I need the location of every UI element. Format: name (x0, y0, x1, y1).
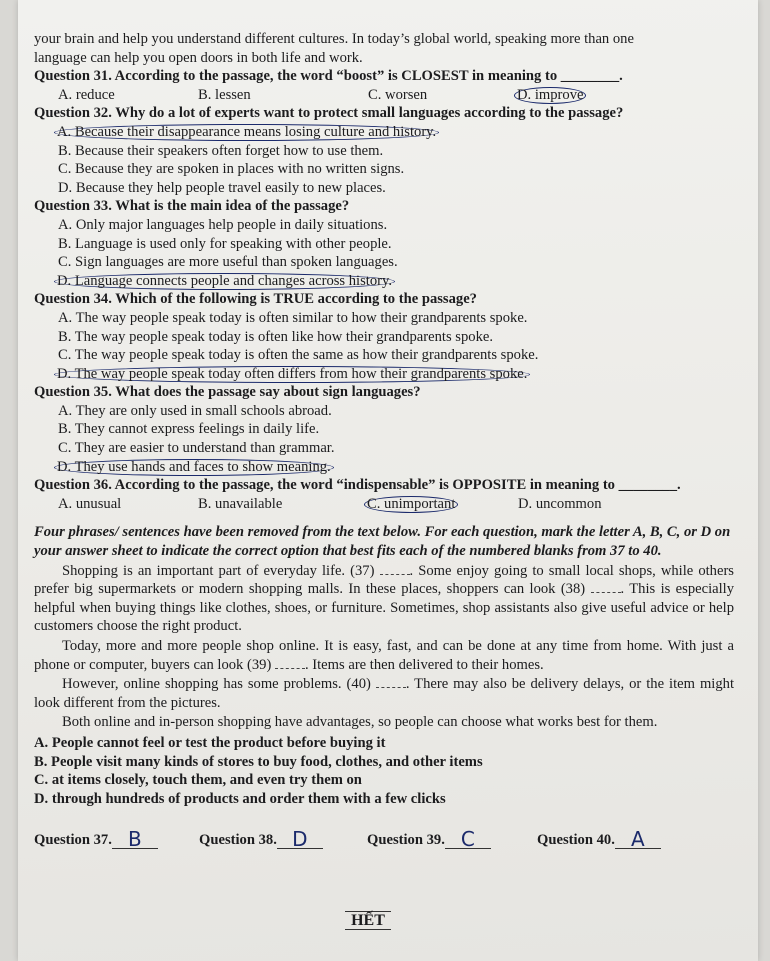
fill-option-3[interactable]: D. through hundreds of products and order them with a few clicks (34, 790, 446, 807)
question-stem-q32: Question 32. Why do a lot of experts want to protect small languages according to the passage? (34, 105, 624, 122)
footer-end-mark (18, 912, 718, 930)
option-q34-1[interactable] (34, 328, 734, 347)
cloze-blank (591, 581, 621, 593)
answer-label: Question 39. (367, 831, 445, 848)
option-text: C. The way people speak today is often the same as how their grandparents spoke. (58, 347, 539, 364)
option-text: B. Language is used only for speaking with other people. (58, 235, 392, 252)
option-text: A. The way people speak today is often similar to how their grandparents spoke. (58, 309, 528, 326)
option-text: C. Because they are spoken in places with no written signs. (58, 161, 405, 178)
passage-paragraph-3 (34, 675, 734, 712)
passage-text: . This is especially helpful when buying things like clothes, shoes, or furniture. Sometimes, shop assistants also give useful advice or help customers choose the right product. (34, 581, 735, 635)
passage-paragraph-1 (34, 562, 734, 636)
passage-paragraph-4 (34, 713, 734, 732)
option-q34-2[interactable] (34, 346, 734, 365)
cloze-blank (376, 676, 406, 688)
option-text: D. The way people speak today often differs from how their grandparents spoke. (54, 366, 530, 383)
option-q33-3[interactable] (34, 272, 734, 291)
cloze-blank (275, 657, 305, 669)
option-q31-1[interactable] (198, 86, 368, 105)
option-text: A. Because their disappearance means losing culture and history. (54, 124, 439, 141)
option-text: A. Only major languages help people in daily situations. (58, 216, 388, 233)
option-text: B. Because their speakers often forget how to use them. (58, 142, 384, 159)
option-q35-0[interactable] (34, 402, 734, 421)
cloze-passage (34, 562, 734, 732)
handwritten-answer: C (445, 830, 491, 849)
option-text: D. Because they help people travel easily to new places. (58, 179, 386, 196)
option-text: B. They cannot express feelings in daily life. (58, 421, 320, 438)
fill-option-0[interactable]: A. People cannot feel or test the product before buying it (34, 734, 386, 751)
option-text: B. lessen (198, 86, 251, 103)
option-text: B. The way people speak today is often like how their grandparents spoke. (58, 328, 493, 345)
cloze-blank (380, 563, 410, 575)
option-q33-1[interactable] (34, 235, 734, 254)
option-q36-1[interactable] (198, 495, 368, 514)
option-text: C. They are easier to understand than grammar. (58, 440, 335, 457)
cloze-instruction: Four phrases/ sentences have been removed from the text below. For each question, mark the letter A, B, C, or D on your answer sheet to indicate the correct option that best fits each of the numbered blanks from 37 to 40. (34, 524, 731, 560)
exam-sheet (18, 0, 758, 961)
option-text: A. reduce (58, 86, 115, 103)
option-q35-2[interactable] (34, 439, 734, 458)
option-q32-1[interactable] (34, 142, 734, 161)
footer-end-text: HẾT (345, 911, 391, 930)
option-q36-0[interactable] (58, 495, 198, 514)
passage-text: . Some enjoy going to small local shops, while others prefer big supermarkets or modern shopping malls. In these places, shoppers can look (38) (34, 562, 734, 598)
handwritten-answer: A (615, 830, 661, 849)
option-text: A. unusual (58, 495, 122, 512)
question-list (34, 67, 734, 513)
fill-option-1[interactable]: B. People visit many kinds of stores to buy food, clothes, and other items (34, 753, 483, 770)
option-q36-3[interactable] (518, 495, 718, 514)
option-q34-0[interactable] (34, 309, 734, 328)
question-stem-q34: Question 34. Which of the following is TRUE according to the passage? (34, 291, 477, 308)
passage-text: Shopping is an important part of everyday life. (37) (62, 562, 380, 579)
option-row-q31 (34, 86, 734, 105)
intro-line-2: language can help you open doors in both life and work. (34, 49, 363, 66)
passage-text: Today, more and more people shop online. It is easy, fast, and can be done at any time from home. With just a phone or computer, buyers can look (39) (34, 638, 734, 673)
passage-paragraph-2 (34, 637, 734, 674)
question-stem-q36: Question 36. According to the passage, the word “indispensable” is OPPOSITE in meaning to ________. (34, 477, 681, 494)
answer-37[interactable] (34, 827, 199, 852)
answer-label: Question 40. (537, 831, 615, 848)
question-stem-q31: Question 31. According to the passage, the word “boost” is CLOSEST in meaning to ________. (34, 68, 623, 85)
option-text: C. worsen (368, 86, 428, 103)
option-q33-2[interactable] (34, 253, 734, 272)
option-text: C. unimportant (364, 496, 458, 513)
answer-38[interactable] (199, 827, 367, 852)
option-text: C. Sign languages are more useful than spoken languages. (58, 254, 398, 271)
option-q35-3[interactable] (34, 458, 734, 477)
option-q31-3[interactable] (518, 86, 718, 105)
option-q32-3[interactable] (34, 179, 734, 198)
question-stem-q33: Question 33. What is the main idea of the passage? (34, 198, 350, 215)
answer-label: Question 37. (34, 831, 112, 848)
fill-options-list (34, 734, 734, 808)
option-q32-2[interactable] (34, 160, 734, 179)
option-row-q36 (34, 495, 734, 514)
option-text: D. improve (514, 87, 586, 104)
option-text: D. They use hands and faces to show meaning. (54, 459, 334, 476)
option-q33-0[interactable] (34, 216, 734, 235)
option-q36-2[interactable] (368, 495, 518, 514)
option-q32-0[interactable] (34, 123, 734, 142)
option-q35-1[interactable] (34, 420, 734, 439)
fill-option-2[interactable]: C. at items closely, touch them, and even try them on (34, 772, 362, 789)
option-text: D. uncommon (518, 495, 602, 512)
option-text: B. unavailable (198, 495, 283, 512)
option-q31-0[interactable] (58, 86, 198, 105)
question-stem-q35: Question 35. What does the passage say about sign languages? (34, 384, 421, 401)
option-q34-3[interactable] (34, 365, 734, 384)
answer-row (34, 827, 734, 852)
passage-text: . There may also be delivery delays, or the item might look different from the pictures. (34, 676, 734, 711)
option-text: A. They are only used in small schools abroad. (58, 402, 332, 419)
intro-line-1: your brain and help you understand different cultures. In today’s global world, speaking more than one (34, 31, 634, 47)
answer-40[interactable] (537, 827, 707, 852)
answer-label: Question 38. (199, 831, 277, 848)
passage-text: . Items are then delivered to their homes. (304, 656, 544, 673)
passage-text: However, online shopping has some problems. (40) (62, 676, 376, 693)
passage-text: Both online and in-person shopping have advantages, so people can choose what works best for them. (62, 714, 658, 731)
option-q31-2[interactable] (368, 86, 518, 105)
handwritten-answer: D (277, 830, 323, 849)
answer-39[interactable] (367, 827, 537, 852)
exam-content (34, 30, 735, 852)
option-text: D. Language connects people and changes across history. (54, 273, 395, 290)
handwritten-answer: B (112, 830, 158, 849)
